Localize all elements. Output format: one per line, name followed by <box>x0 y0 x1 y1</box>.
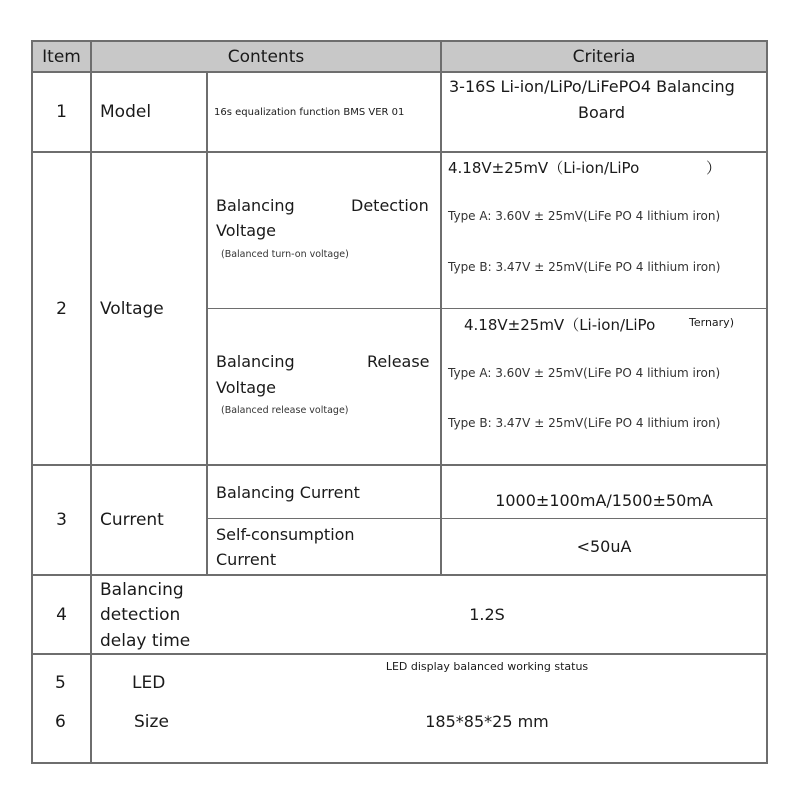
size-value-text: 185*85*25 mm <box>425 711 549 731</box>
current-label-text: Current <box>100 510 164 530</box>
header-contents <box>92 41 440 72</box>
item-number-4 <box>33 576 90 653</box>
self-consumption-value-text: <50uA <box>576 537 632 556</box>
item-number-3 <box>33 466 90 574</box>
detection-main: 4.18V±25mV（Li-ion/LiPo <box>448 159 640 177</box>
item-number-text: 2 <box>56 298 67 319</box>
delay-value <box>208 576 766 653</box>
release-type-b: Type B: 3.47V ± 25mV(LiFe PO 4 lithium iron) <box>448 416 721 430</box>
grid-line <box>31 762 768 764</box>
model-content-text: 16s equalization function BMS VER 01 <box>214 106 405 118</box>
balancing-current-label: Balancing Current <box>216 483 360 502</box>
self-consumption-label-line2: Current <box>216 550 277 569</box>
grid-line <box>90 40 92 764</box>
release-subtitle: (Balanced release voltage) <box>221 405 349 416</box>
size-label: Size <box>134 712 169 732</box>
release-title-word3: Voltage <box>216 378 277 397</box>
header-contents-label: Contents <box>227 46 305 67</box>
release-title-word1: Balancing <box>216 352 295 371</box>
header-criteria <box>441 41 767 72</box>
voltage-label-text: Voltage <box>100 298 164 319</box>
item-number-6: 6 <box>55 712 66 732</box>
item-number-text: 3 <box>56 510 67 530</box>
detection-subtitle: (Balanced turn-on voltage) <box>221 249 349 260</box>
delay-value-text: 1.2S <box>469 605 505 624</box>
delay-label-line3: delay time <box>100 631 191 651</box>
model-label-text: Model <box>100 102 152 122</box>
item-number-5: 5 <box>55 673 66 693</box>
model-criteria-line1: 3-16S Li-ion/LiPo/LiFePO4 Balancing <box>449 77 735 96</box>
header-item <box>32 41 91 72</box>
balancing-current-value-text: 1000±100mA/1500±50mA <box>495 490 713 510</box>
grid-line <box>31 40 768 42</box>
grid-line <box>31 653 768 655</box>
size-value <box>208 708 766 734</box>
release-main-suffix: Ternary) <box>689 316 734 329</box>
led-value-text: LED display balanced working status <box>385 659 589 673</box>
grid-line <box>206 72 208 575</box>
header-item-label: Item <box>42 46 81 67</box>
model-criteria-line2: Board <box>578 103 626 122</box>
current-label <box>100 466 206 574</box>
voltage-label <box>100 153 206 464</box>
detection-title-word1: Balancing <box>216 196 295 215</box>
detection-title-word3: Voltage <box>216 221 277 240</box>
self-consumption-label-line1: Self-consumption <box>216 525 355 544</box>
detection-type-b: Type B: 3.47V ± 25mV(LiFe PO 4 lithium iron) <box>448 260 721 274</box>
item-number-1 <box>33 73 90 151</box>
item-number-text: 4 <box>56 604 67 625</box>
grid-line <box>207 308 768 309</box>
delay-label-line2: detection <box>100 605 181 625</box>
led-value <box>208 658 766 674</box>
item-number-2 <box>33 153 90 464</box>
detection-main-suffix: ） <box>706 159 722 177</box>
delay-label-line1: Balancing <box>100 580 184 600</box>
release-main: 4.18V±25mV（Li-ion/LiPo <box>464 316 656 334</box>
led-label: LED <box>132 673 166 693</box>
grid-line <box>766 40 768 764</box>
model-content <box>214 73 438 151</box>
release-type-a: Type A: 3.60V ± 25mV(LiFe PO 4 lithium iron) <box>448 366 721 380</box>
header-criteria-label: Criteria <box>572 46 636 67</box>
item-number-text: 1 <box>56 102 67 122</box>
release-title-word2: Release <box>367 352 430 371</box>
detection-type-a: Type A: 3.60V ± 25mV(LiFe PO 4 lithium iron) <box>448 209 721 223</box>
detection-title-word2: Detection <box>351 196 429 215</box>
model-label <box>100 73 206 151</box>
self-consumption-value <box>442 519 766 574</box>
